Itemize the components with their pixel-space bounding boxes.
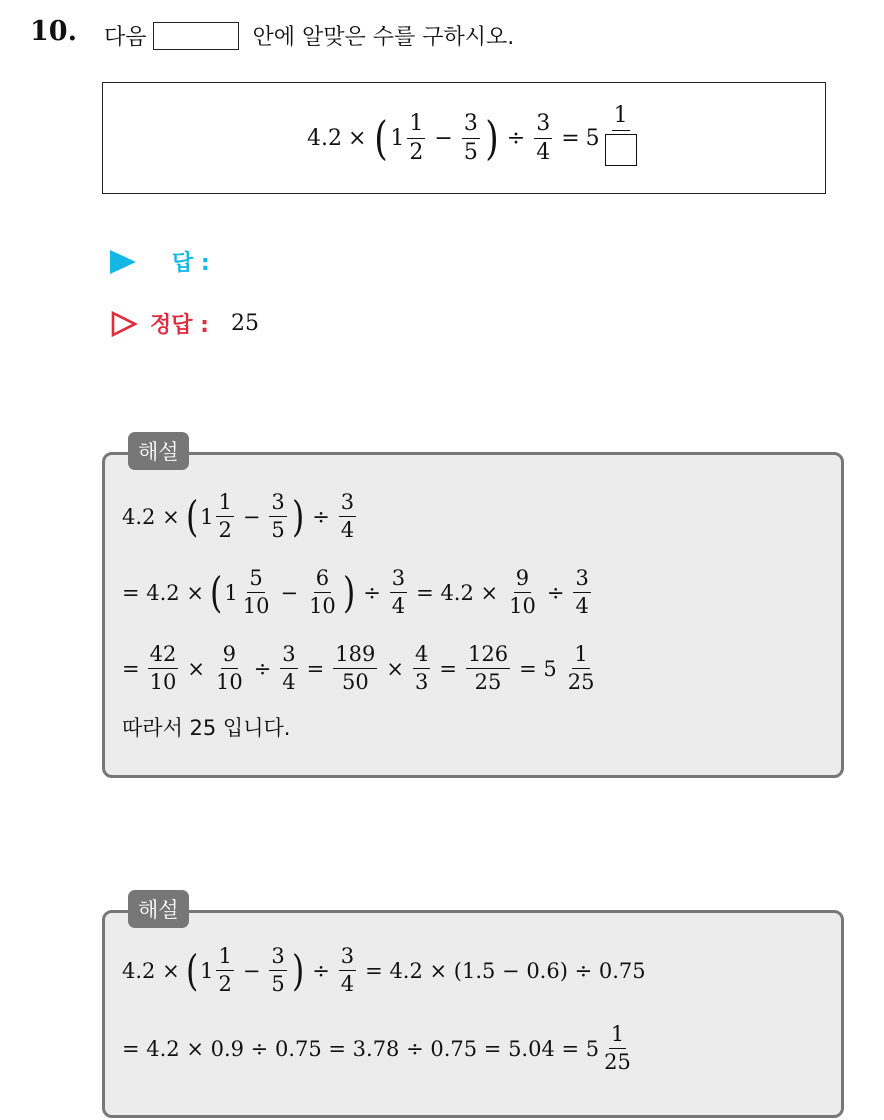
fraction: $\frac{3}{4}$	[536, 110, 551, 165]
problem-equation	[307, 105, 642, 171]
fraction: $\frac{9}{10}$	[509, 566, 536, 618]
fraction: $\frac{5}{10}$	[242, 566, 270, 618]
fraction: $\frac{1}{25}$	[567, 642, 595, 694]
outline-triangle-icon	[110, 311, 138, 337]
correct-answer-row	[110, 308, 259, 339]
answer-label: 답 :	[172, 251, 210, 276]
eq-op: ÷	[506, 125, 526, 151]
answer-row	[110, 246, 210, 277]
fraction: $\frac{3}{5}$	[271, 490, 285, 542]
solution-tag-1: 해설	[128, 432, 189, 470]
eq-term: 4.2	[307, 125, 342, 151]
problem-box	[102, 82, 826, 194]
eq-term: 5	[585, 125, 600, 151]
fraction: $\frac{1}{25}$	[604, 1022, 631, 1074]
fraction: $\frac{3}{5}$	[463, 110, 478, 165]
solution1-line1: 4.2 × ( 1 $\frac{1}{2}$ − $\frac{3}{5}$ ) ÷ $\frac{3}{4}$	[122, 490, 355, 542]
solution2-line2: = 4.2 × 0.9 ÷ 0.75 = 3.78 ÷ 0.75 = 5.04 = 5 $\frac{1}{25}$	[122, 1022, 631, 1074]
solution1-conclusion: 따라서 25 입니다.	[122, 716, 291, 740]
fraction: $\frac{3}{4}$	[340, 490, 355, 542]
fraction: $\frac{3}{5}$	[271, 944, 285, 996]
fraction: $\frac{4}{3}$	[414, 642, 429, 694]
fraction: $\frac{1}{2}$	[218, 490, 232, 542]
fraction: $\frac{3}{4}$	[282, 642, 296, 694]
question-text-after: 안에 알맞은 수를 구하시오.	[252, 25, 515, 50]
fraction: $\frac{6}{10}$	[309, 566, 336, 618]
blank-box	[153, 22, 239, 50]
question-number: 10.	[30, 16, 77, 47]
fraction: $\frac{1}{2}$	[218, 944, 232, 996]
fraction: $\frac{42}{10}$	[149, 642, 177, 694]
fraction: $\frac{1}{2}$	[409, 110, 424, 165]
paren-close: )	[485, 111, 499, 165]
solution1-line2: = 4.2 × ( 1 $\frac{5}{10}$ − $\frac{6}{10}$ ) ÷ $\frac{3}{4}$ = 4.2 × $\frac{9}{10}$ ÷ $\frac{3}{4}$	[122, 566, 589, 618]
paren-open: (	[374, 111, 389, 165]
answer-fraction: 1	[603, 105, 639, 171]
question-text	[104, 20, 514, 51]
fraction: $\frac{3}{4}$	[575, 566, 589, 618]
eq-op: =	[561, 125, 580, 151]
eq-op: −	[434, 125, 453, 151]
fraction: $\frac{126}{25}$	[467, 642, 509, 694]
eq-term: 1	[390, 125, 405, 151]
play-triangle-icon	[110, 250, 136, 274]
question-text-before: 다음	[104, 25, 147, 50]
eq-op: ×	[348, 125, 367, 151]
solution2-line1: 4.2 × ( 1 $\frac{1}{2}$ − $\frac{3}{5}$ ) ÷ $\frac{3}{4}$ = 4.2 × (1.5 − 0.6) ÷ 0.75	[122, 944, 646, 996]
correct-answer-value: 25	[230, 311, 259, 336]
solution1-line3: = $\frac{42}{10}$ × $\frac{9}{10}$ ÷ $\frac{3}{4}$ = $\frac{189}{50}$ × $\frac{4}{3}$ = $\frac{126}{25}$ = 5 $\frac{1}{25}$	[122, 642, 595, 694]
fraction: $\frac{3}{4}$	[340, 944, 355, 996]
correct-answer-label: 정답 :	[150, 313, 209, 338]
solution-box-2	[102, 910, 844, 1118]
fraction: $\frac{3}{4}$	[391, 566, 406, 618]
solution-tag-2: 해설	[128, 890, 189, 928]
fraction: $\frac{9}{10}$	[215, 642, 243, 694]
blank-square	[605, 134, 637, 166]
fraction: $\frac{189}{50}$	[335, 642, 376, 694]
